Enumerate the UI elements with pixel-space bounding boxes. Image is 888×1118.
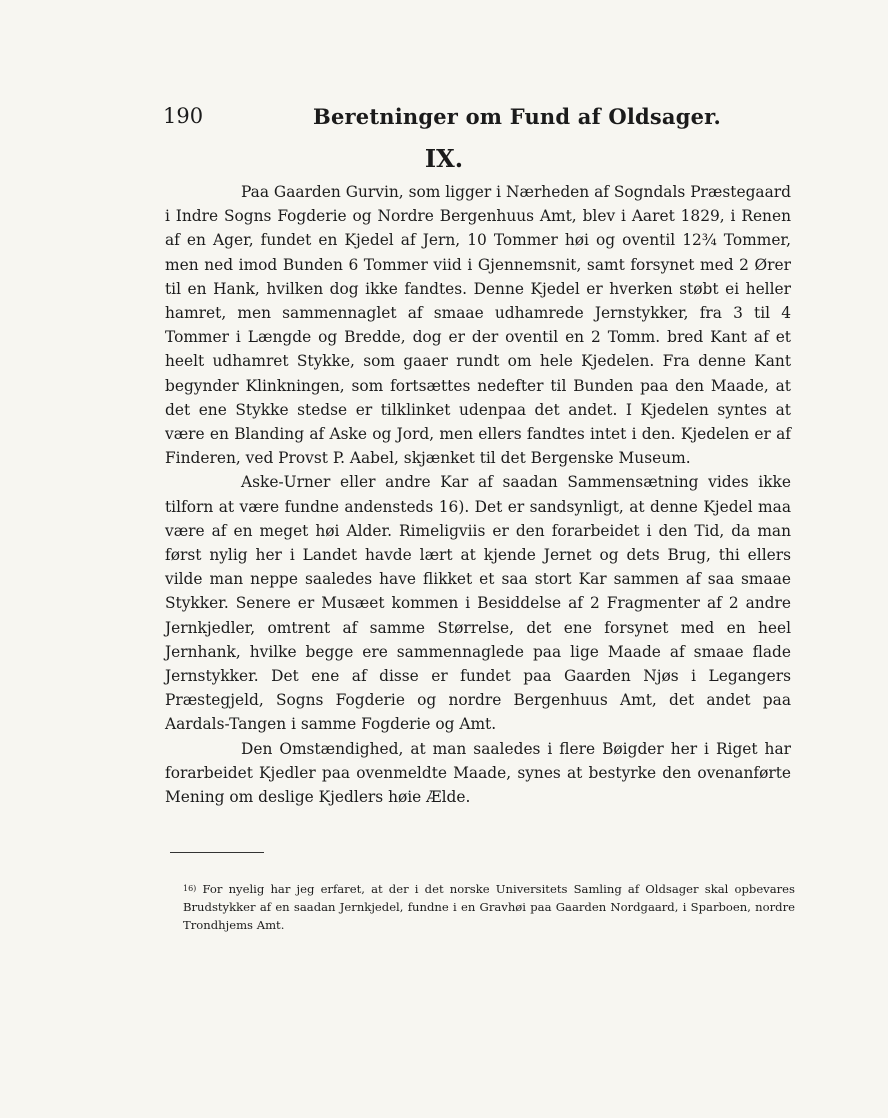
body-text [165, 180, 791, 809]
paragraph-1: Paa Gaarden Gurvin, som ligger i Nærheden af Sogndals Præstegaard i Indre Sogns Fogderie og Nordre Bergenhuus Amt, blev i Aaret 1829, i Renen af en Ager, fundet en Kjedel af Jern, 10 Tommer høi og oventil 12¾ Tommer, men ned imod Bunden 6 Tommer viid i Gjennemsnit, samt forsynet med 2 Ører til en Hank, hvilken dog ikke fandtes. Denne Kjedel er hverken støbt ei heller hamret, men sammennaglet af smaae udhamrede Jernstykker, fra 3 til 4 Tommer i Længde og Bredde, dog er der oventil en 2 Tomm. bred Kant af et heelt udhamret Stykke, som gaaer rundt om hele Kjedelen. Fra denne Kant begynder Klinkningen, som fortsættes nedefter til Bunden paa den Maade, at det ene Stykke stedse er tilklinket udenpaa det andet. I Kjedelen syntes at være en Blanding af Aske og Jord, men ellers fandtes intet i den. Kjedelen er af Finderen, ved Provst P. Aabel, skjænket til det Bergenske Museum. [165, 183, 791, 468]
footnote-marker: 16) [183, 884, 197, 893]
footnote [183, 880, 795, 934]
footnote-divider [170, 852, 264, 853]
paragraph-2: Aske-Urner eller andre Kar af saadan Sammensætning vides ikke tilforn at være fundne andensteds 16). Det er sandsynligt, at denne Kjedel maa være af en meget høi Alder. Rimeligviis er den forarbeidet i den Tid, da man først nylig her i Landet havde lært at kjende Jernet og dets Brug, thi ellers vilde man neppe saaledes have flikket et saa stort Kar sammen af saa smaae Stykker. Senere er Musæet kommen i Besiddelse af 2 Fragmenter af 2 andre Jernkjedler, omtrent af samme Størrelse, det ene forsynet med en heel Jernhank, hvilke begge ere sammennaglede paa lige Maade af smaae flade Jernstykker. Det ene af disse er fundet paa Gaarden Njøs i Legangers Præstegjeld, Sogns Fogderie og nordre Bergenhuus Amt, det andet paa Aardals-Tangen i samme Fogderie og Amt. [165, 473, 791, 734]
page-number: 190 [163, 104, 204, 128]
footnote-text: For nyelig har jeg erfaret, at der i det norske Universitets Samling af Oldsager skal opbevares Brudstykker af en saadan Jernkjedel, fundne i en Gravhøi paa Gaarden Nordgaard, i Sparboen, nordre Trondhjems Amt. [183, 882, 795, 932]
page-header [163, 100, 793, 140]
running-title: Beretninger om Fund af Oldsager. [313, 104, 722, 129]
paragraph-3: Den Omstændighed, at man saaledes i flere Bøigder her i Riget har forarbeidet Kjedler paa ovenmeldte Maade, synes at bestyrke den ovenanførte Mening om deslige Kjedlers høie Ælde. [165, 739, 791, 807]
section-heading: IX. [424, 144, 464, 173]
